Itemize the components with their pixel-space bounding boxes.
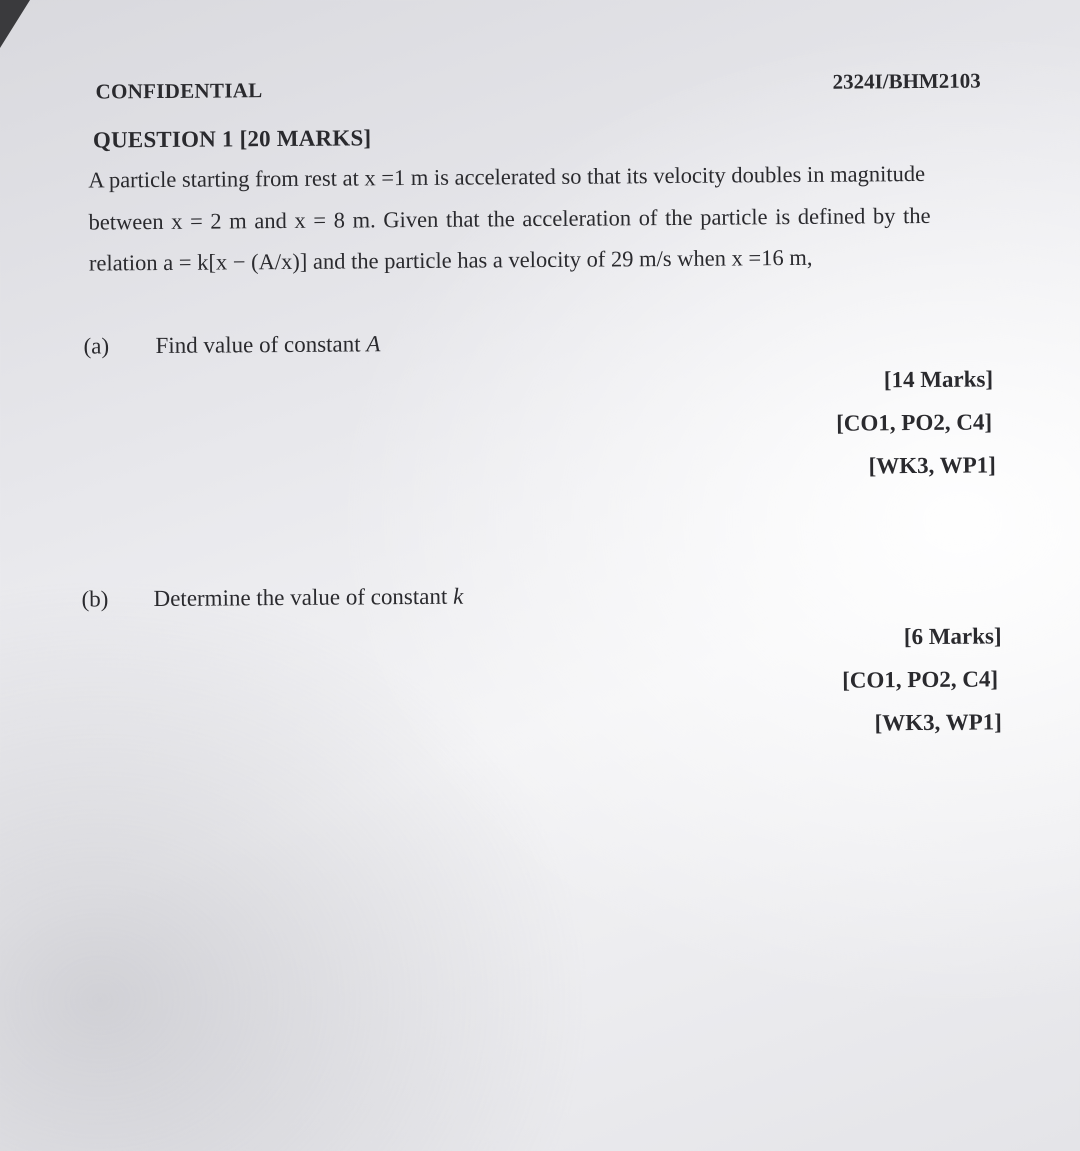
question-title: QUESTION 1 [20 MARKS] xyxy=(92,125,372,153)
part-a-text xyxy=(155,331,380,359)
part-a-label: (a) xyxy=(83,333,110,359)
part-b-variable: k xyxy=(452,583,464,609)
part-b-marks: [6 Marks] xyxy=(903,623,1002,650)
question-text-line-3: relation a = k[x − (A/x)] and the particle has a velocity of 29 m/s when x =16 m, xyxy=(88,244,813,276)
confidential-label: CONFIDENTIAL xyxy=(95,78,263,104)
part-a-prompt: Find value of constant xyxy=(155,331,367,359)
part-a-co-po: [CO1, PO2, C4] xyxy=(836,409,993,436)
part-b-text xyxy=(153,584,463,612)
question-text-line-1: A particle starting from rest at x =1 m is accelerated so that its velocity doubles in magnitude xyxy=(88,160,926,193)
question-text-line-2: between x = 2 m and x = 8 m. Given that the acceleration of the particle is defined by the xyxy=(88,202,931,235)
part-b-prompt: Determine the value of constant xyxy=(153,583,454,612)
part-b-label: (b) xyxy=(81,586,109,612)
part-a-wk-wp: [WK3, WP1] xyxy=(868,452,996,479)
part-a-variable: A xyxy=(366,331,381,357)
course-code: 2324I/BHM2103 xyxy=(832,68,981,94)
part-b-co-po: [CO1, PO2, C4] xyxy=(842,666,999,693)
part-a-marks: [14 Marks] xyxy=(883,366,994,393)
part-b-wk-wp: [WK3, WP1] xyxy=(874,709,1002,736)
